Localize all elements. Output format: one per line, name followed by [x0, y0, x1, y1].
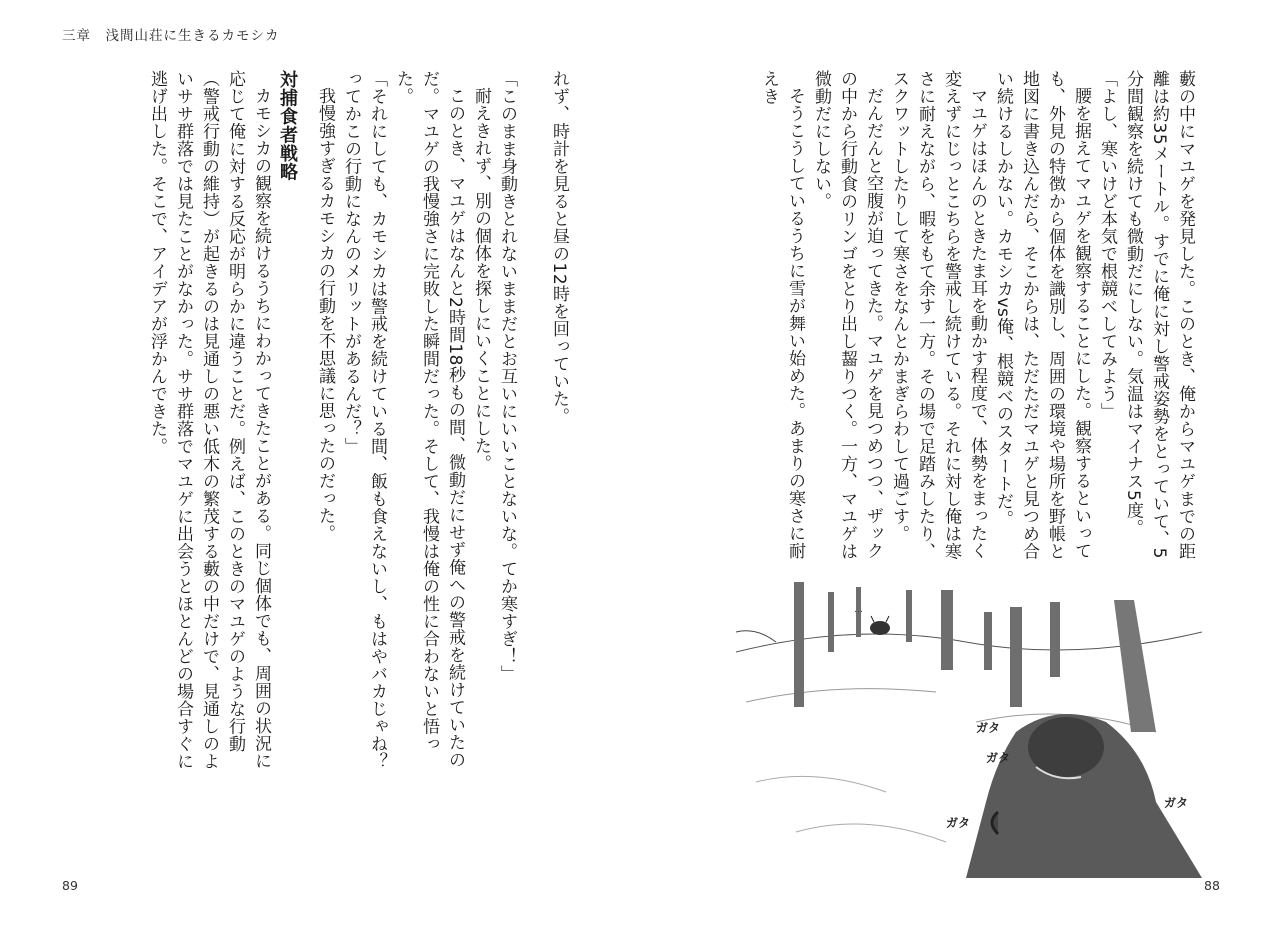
- page-number-right: 88: [1204, 878, 1220, 893]
- paragraph: 腰を据えてマユゲを観察することにした。観察するといっても、外見の特徴から個体を識別し、周囲の環境や場所を野帳と地図に書き込んだら、そこからは、ただただマユゲと見つめ合い続けるしかない。カモシカvs俺、根競べのスタートだ。: [993, 70, 1091, 560]
- paragraph: マユゲはほんのときたま耳を動かす程度で、体勢をまったく変えずにじっとこちらを警戒し続けている。それに対し俺は寒さに耐えながら、暇をもて余す一方。その場で足踏みしたり、スクワットしたりして寒さをなんとかまぎらわして過ごす。: [889, 70, 987, 560]
- sound-effect: ガタ: [1164, 796, 1189, 810]
- sound-effect: ガタ: [976, 721, 1001, 735]
- paragraph: 我慢強すぎるカモシカの行動を不思議に思ったのだった。: [315, 87, 335, 542]
- blank-line: [300, 70, 312, 770]
- blank-line: [520, 70, 546, 770]
- paragraph: だんだんと空腹が迫ってきた。マユゲを見つめつつ、ザックの中から行動食のリンゴをとり出し齧りつく。一方、マユゲは微動だにしない。: [811, 70, 883, 560]
- small-text: …: [854, 605, 863, 615]
- paragraph: 藪の中にマユゲを発見した。このとき、俺からマユゲまでの距離は約35メートル。すでに俺に対し警戒姿勢をとっていて、5分間観察を続けても微動だにしない。気温はマイナス5度。: [1123, 70, 1195, 560]
- snow-forest-illustration: [736, 582, 1202, 878]
- kamoshika-figure: [870, 616, 890, 635]
- running-head: 三章 浅間山荘に生きるカモシカ: [62, 28, 280, 44]
- dialogue: 「よし、寒いけど本気で根競べしてみよう」: [1097, 70, 1117, 420]
- sound-effect: ガタ: [986, 751, 1011, 765]
- dialogue: 「それにしても、カモシカは警戒を続けている間、飯も食えないし、もはやバカじゃね？ってかこの行動になんのメリットがあるんだ？」: [341, 70, 387, 770]
- paragraph: そうこうしているうちに雪が舞い始めた。あまりの寒さに耐えき: [759, 70, 805, 560]
- paragraph: カモシカの観察を続けるうちにわかってきたことがある。同じ個体でも、周囲の状況に応じて俺に対する反応が明らかに違うことだ。例えば、このときのマユゲのような行動（警戒行動の維持）が起きるのは見通しの悪い低木の繁茂する藪の中だけで、見通しのよいササ群落では見たことがなかった。ササ群落でマユゲに出会うとほとんどの場合すぐに逃げ出した。そこで、アイデアが浮かんできた。: [147, 70, 271, 770]
- paragraph: このとき、マユゲはなんと2時間18秒もの間、微動だにせず俺への警戒を続けていたのだ。マユゲの我慢強さに完敗した瞬間だった。そして、我慢は俺の性に合わないと悟った。: [393, 70, 465, 769]
- sound-effect: ガタ: [946, 816, 971, 830]
- dialogue: 「このまま身動きとれないままだとお互いにいいことないな。てか寒すぎ！」: [497, 70, 517, 683]
- page-number-left: 89: [62, 878, 78, 893]
- section-heading: 対捕食者戦略: [277, 70, 298, 181]
- paragraph: れず、時計を見ると昼の12時を回っていた。: [549, 70, 569, 426]
- left-page-body: [56, 70, 572, 770]
- right-page-body: [712, 70, 1198, 570]
- paragraph: 耐えきれず、別の個体を探しにいくことにした。: [471, 87, 491, 472]
